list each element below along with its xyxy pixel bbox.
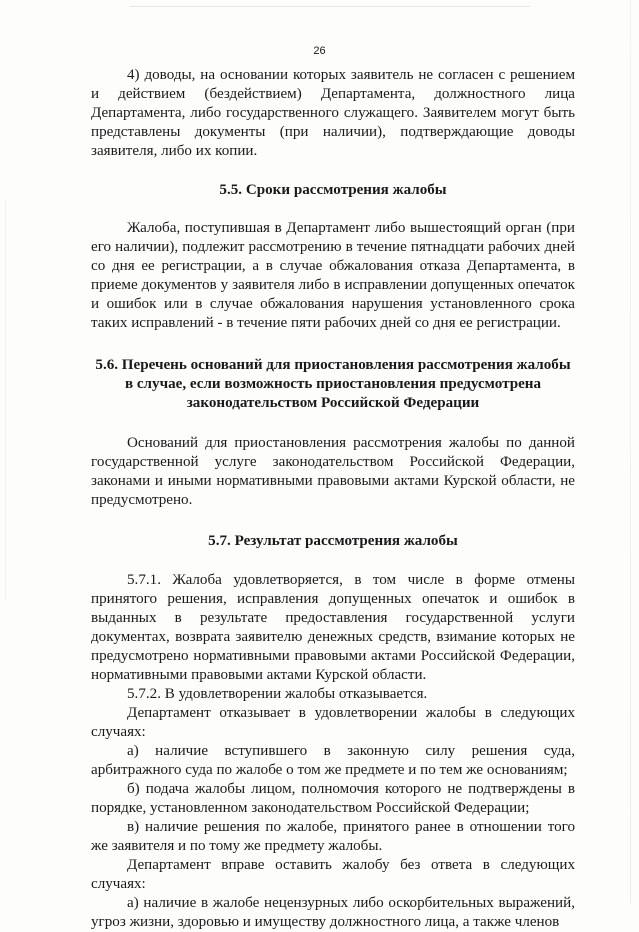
paragraph-review-period: Жалоба, поступившая в Департамент либо вышестоящий орган (при его наличии), подлежит рассмотрению в течение пятнадцати рабочих дней со дня ее регистрации, а в случае обжалования отказа Департамента, в приеме документов у заявителя либо в исправлении допущенных опечаток и ошибок или в случае обжалования нарушения установленного срока таких исправлений - в течение пяти рабочих дней со дня ее регистрации.	[91, 220, 575, 331]
document-body	[91, 66, 575, 932]
paragraph-no-answer-cases: Департамент вправе оставить жалобу без ответа в следующих случаях:	[91, 857, 575, 892]
section-heading-5-6-line-2: в случае, если возможность приостановления предусмотрена	[124, 376, 542, 392]
section-heading-5-6-line-3: законодательством Российской Федерации	[186, 395, 480, 411]
paragraph-no-answer-a: а) наличие в жалобе нецензурных либо оскорбительных выражений, угроз жизни, здоровью и имуществу должностного лица, а также членов	[91, 895, 575, 930]
paragraph-5-7-1: 5.7.1. Жалоба удовлетворяется, в том числе в форме отмены принятого решения, исправления допущенных опечаток и ошибок в выданных в результате предоставления государственной услуги документах, возврата заявителю денежных средств, взимание которых не предусмотрено нормативными правовыми актами Российской Федерации, нормативными правовыми актами Курской области.	[91, 572, 575, 683]
paragraph-refusal-cases: Департамент отказывает в удовлетворении жалобы в следующих случаях:	[91, 705, 575, 740]
paragraph-no-suspension-grounds: Оснований для приостановления рассмотрения жалобы по данной государственной услуге законодательством Российской Федерации, законами и иными нормативными правовыми актами Курской области, не предусмотрено.	[91, 435, 575, 508]
paragraph-refusal-a: а) наличие вступившего в законную силу решения суда, арбитражного суда по жалобе о том же предмете и по тем же основаниям;	[91, 743, 575, 778]
section-heading-5-7: 5.7. Результат рассмотрения жалобы	[208, 533, 458, 549]
scan-edge-left	[5, 200, 6, 600]
paragraph-5-7-2: 5.7.2. В удовлетворении жалобы отказывается.	[127, 686, 428, 702]
paragraph-refusal-b: б) подача жалобы лицом, полномочия которого не подтверждены в порядке, установленном законодательством Российской Федерации;	[91, 781, 575, 816]
page-number: 26	[313, 45, 326, 57]
section-heading-5-6-line-1: 5.6. Перечень оснований для приостановления рассмотрения жалобы	[95, 357, 571, 373]
scan-edge-right	[630, 0, 631, 903]
paragraph-refusal-c: в) наличие решения по жалобе, принятого ранее в отношении того же заявителя и по тому же предмету жалобы.	[91, 819, 575, 854]
section-heading-5-6	[87, 356, 579, 413]
scan-edge-top	[130, 6, 530, 7]
paragraph-item-4-arguments: 4) доводы, на основании которых заявитель не согласен с решением и действием (бездействием) Департамента, должностного лица Департамента, либо государственного служащего. Заявителем могут быть представлены документы (при наличии), подтверждающие доводы заявителя, либо их копии.	[91, 67, 575, 159]
section-heading-5-5: 5.5. Сроки рассмотрения жалобы	[219, 182, 447, 198]
